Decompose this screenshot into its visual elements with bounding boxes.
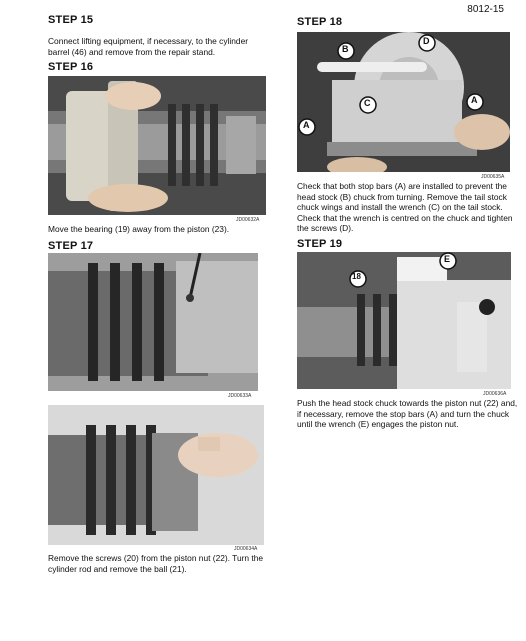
step-17-image-code-1: JD00633A <box>228 393 252 399</box>
step-15-text: Connect lifting equipment, if necessary, to the cylinder barrel (46) and remove from the repair stand. <box>48 36 249 57</box>
step-16-title: STEP 16 <box>48 61 94 73</box>
step-19-image-code: JD00636A <box>483 391 507 397</box>
step-17-text: Remove the screws (20) from the piston nut (22). Turn the cylinder rod and remove the ball (21). <box>48 553 264 574</box>
step-15-title: STEP 15 <box>48 14 94 26</box>
callout-b: B <box>342 44 349 54</box>
step-16-photo <box>48 76 266 215</box>
step-17-photo-2 <box>48 405 264 545</box>
step-17-title: STEP 17 <box>48 240 94 252</box>
page-number: 8012-15 <box>467 4 504 15</box>
step-18-photo <box>297 32 510 172</box>
step-19-photo <box>297 252 511 389</box>
callout-18: 18 <box>352 272 361 281</box>
callout-d: D <box>423 36 430 46</box>
step-18-title: STEP 18 <box>297 16 343 28</box>
step-16-text: Move the bearing (19) away from the piston (23). <box>48 224 230 234</box>
step-19-title: STEP 19 <box>297 238 343 250</box>
callout-a-left: A <box>303 120 310 130</box>
step-17-photo-1 <box>48 253 258 391</box>
step-18-text: Check that both stop bars (A) are installed to prevent the head stock (B) chuck from turning. Remove the tail stock chuck wings and install the wrench (C) on the tail stock. Check that the wrench is centred on the chuck and tighten the screws (D). <box>297 181 513 234</box>
step-18-image-code: JD00635A <box>481 174 505 180</box>
callout-c: C <box>364 98 371 108</box>
step-16-image-code: JD00632A <box>236 217 260 223</box>
step-17-image-code-2: JD00634A <box>234 546 258 552</box>
callout-e: E <box>444 254 451 264</box>
step-19-text: Push the head stock chuck towards the piston nut (22) and, if necessary, remove the stop bars (A) and turn the chuck until the wrench (E) engages the piston nut. <box>297 398 518 430</box>
callout-a-right: A <box>471 95 478 105</box>
